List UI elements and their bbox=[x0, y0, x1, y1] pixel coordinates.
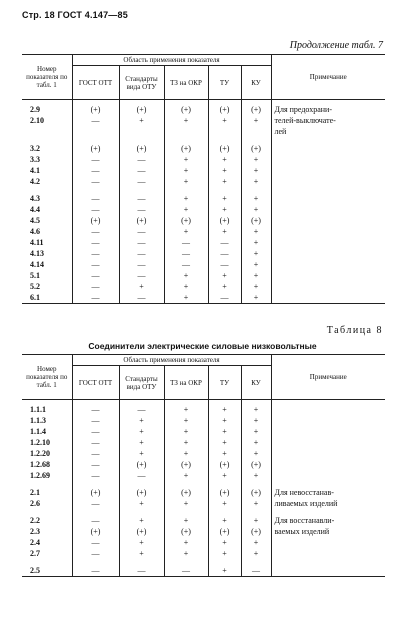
cell-value: + bbox=[208, 548, 241, 559]
cell-value: — bbox=[72, 154, 119, 165]
row-number: 1.2.10 bbox=[30, 438, 50, 448]
table-row bbox=[22, 537, 385, 548]
cell-value: + bbox=[208, 470, 241, 481]
row-number: 4.13 bbox=[30, 249, 44, 259]
table-row bbox=[22, 100, 385, 116]
row-note bbox=[271, 281, 385, 292]
cell-value: — bbox=[119, 400, 164, 416]
table-row bbox=[22, 204, 385, 215]
cell-value: + bbox=[119, 509, 164, 526]
table-row bbox=[22, 459, 385, 470]
table-row bbox=[22, 548, 385, 559]
row-number bbox=[22, 576, 72, 577]
cell-value: (+) bbox=[208, 481, 241, 498]
row-note bbox=[271, 165, 385, 176]
row-note: Для предохрани- bbox=[271, 100, 385, 116]
cell-value: + bbox=[208, 448, 241, 459]
cell-value: — bbox=[119, 187, 164, 204]
page-header: Стр. 18 ГОСТ 4.147—85 bbox=[22, 10, 128, 20]
cell-value: (+) bbox=[72, 526, 119, 537]
cell-value: — bbox=[119, 292, 164, 304]
header-gost-ott: ГОСТ ОТТ bbox=[72, 366, 119, 400]
cell-value: + bbox=[241, 426, 271, 437]
table-row bbox=[22, 498, 385, 509]
cell-value: — bbox=[119, 559, 164, 576]
table-row bbox=[22, 559, 385, 576]
cell-value: (+) bbox=[72, 137, 119, 154]
cell-value: + bbox=[208, 437, 241, 448]
row-number: 4.5 bbox=[30, 216, 40, 226]
cell-value: + bbox=[241, 226, 271, 237]
cell-value: — bbox=[72, 292, 119, 304]
cell-value: + bbox=[241, 237, 271, 248]
cell-value: + bbox=[164, 281, 208, 292]
cell-value: — bbox=[119, 154, 164, 165]
header-standards-otu: Стандарты вида ОТУ bbox=[119, 66, 164, 100]
cell-value: + bbox=[164, 204, 208, 215]
table-row bbox=[22, 415, 385, 426]
cell-value: + bbox=[164, 115, 208, 126]
cell-value: + bbox=[119, 448, 164, 459]
header-number: Номер показателя по табл. 1 bbox=[22, 55, 72, 100]
header-tz-okr: ТЗ на ОКР bbox=[164, 366, 208, 400]
cell-value: — bbox=[164, 248, 208, 259]
header-tz-okr: ТЗ на ОКР bbox=[164, 66, 208, 100]
cell-value: + bbox=[208, 226, 241, 237]
header-area: Область применения показателя bbox=[72, 55, 271, 66]
table-7-body bbox=[22, 100, 385, 304]
table-row bbox=[22, 400, 385, 416]
cell-value: — bbox=[208, 237, 241, 248]
table-row bbox=[22, 126, 385, 137]
table-row bbox=[22, 137, 385, 154]
cell-value: + bbox=[241, 498, 271, 509]
row-note: лей bbox=[271, 126, 385, 137]
cell-value: + bbox=[208, 115, 241, 126]
cell-value: + bbox=[241, 470, 271, 481]
cell-value: + bbox=[241, 437, 271, 448]
cell-value: + bbox=[119, 281, 164, 292]
cell-value: — bbox=[72, 448, 119, 459]
header-note: Примечание bbox=[271, 55, 385, 100]
row-note bbox=[271, 237, 385, 248]
cell-value: (+) bbox=[72, 215, 119, 226]
cell-value: + bbox=[208, 187, 241, 204]
row-number: 4.3 bbox=[30, 194, 40, 204]
cell-value: + bbox=[208, 400, 241, 416]
row-note bbox=[271, 292, 385, 304]
cell-value: + bbox=[241, 448, 271, 459]
cell-value: + bbox=[164, 448, 208, 459]
table-8-label: Таблица 8 bbox=[326, 325, 383, 336]
cell-value: + bbox=[241, 537, 271, 548]
cell-value: + bbox=[164, 176, 208, 187]
cell-value: (+) bbox=[241, 481, 271, 498]
table-8-title: Соединители электрические силовые низковольтные bbox=[88, 341, 317, 351]
table-row bbox=[22, 509, 385, 526]
cell-value: (+) bbox=[241, 215, 271, 226]
cell-value: + bbox=[208, 165, 241, 176]
cell-value: (+) bbox=[208, 215, 241, 226]
cell-value: — bbox=[72, 270, 119, 281]
table-row bbox=[22, 292, 385, 304]
row-number: 4.4 bbox=[30, 205, 40, 215]
cell-value: (+) bbox=[119, 459, 164, 470]
table-row bbox=[22, 237, 385, 248]
cell-value bbox=[208, 126, 241, 137]
cell-value: + bbox=[208, 426, 241, 437]
table-row bbox=[22, 576, 385, 577]
header-tu: ТУ bbox=[208, 66, 241, 100]
table-row bbox=[22, 426, 385, 437]
cell-value: — bbox=[72, 187, 119, 204]
table-row bbox=[22, 226, 385, 237]
cell-value: (+) bbox=[164, 137, 208, 154]
row-note bbox=[271, 548, 385, 559]
table-row bbox=[22, 437, 385, 448]
row-number: 4.14 bbox=[30, 260, 44, 270]
cell-value: — bbox=[72, 498, 119, 509]
cell-value: + bbox=[119, 498, 164, 509]
cell-value: — bbox=[72, 281, 119, 292]
table-row bbox=[22, 470, 385, 481]
cell-value: (+) bbox=[119, 481, 164, 498]
cell-value: + bbox=[119, 415, 164, 426]
cell-value: + bbox=[241, 115, 271, 126]
cell-value: — bbox=[119, 259, 164, 270]
cell-value: — bbox=[164, 559, 208, 576]
cell-value: — bbox=[119, 165, 164, 176]
cell-value: (+) bbox=[164, 481, 208, 498]
table-row bbox=[22, 115, 385, 126]
cell-value: + bbox=[208, 415, 241, 426]
table-row bbox=[22, 259, 385, 270]
row-note bbox=[271, 226, 385, 237]
cell-value: + bbox=[164, 437, 208, 448]
cell-value: — bbox=[208, 292, 241, 304]
row-note bbox=[271, 270, 385, 281]
cell-value: — bbox=[119, 270, 164, 281]
row-number: 2.5 bbox=[30, 566, 40, 576]
row-number: 4.1 bbox=[30, 166, 40, 176]
cell-value: — bbox=[119, 204, 164, 215]
header-note: Примечание bbox=[271, 355, 385, 400]
row-number: 1.2.69 bbox=[30, 471, 50, 481]
cell-value: — bbox=[72, 204, 119, 215]
table-row bbox=[22, 281, 385, 292]
cell-value: + bbox=[164, 154, 208, 165]
cell-value: (+) bbox=[72, 481, 119, 498]
table-8-body bbox=[22, 400, 385, 577]
cell-value: — bbox=[72, 115, 119, 126]
row-note bbox=[271, 400, 385, 416]
cell-value: (+) bbox=[119, 526, 164, 537]
row-number: 3.3 bbox=[30, 155, 40, 165]
cell-value: + bbox=[119, 437, 164, 448]
cell-value: (+) bbox=[72, 100, 119, 116]
row-number: 2.6 bbox=[30, 499, 40, 509]
row-note: ваемых изделий bbox=[271, 526, 385, 537]
cell-value: — bbox=[72, 559, 119, 576]
cell-value: + bbox=[164, 426, 208, 437]
table-continuation-label: Продолжение табл. 7 bbox=[289, 40, 383, 51]
cell-value: — bbox=[72, 248, 119, 259]
cell-value: + bbox=[241, 509, 271, 526]
row-number: 1.1.4 bbox=[30, 427, 46, 437]
cell-value bbox=[241, 576, 271, 577]
row-number: 4.2 bbox=[30, 177, 40, 187]
row-number: 3.2 bbox=[30, 144, 40, 154]
cell-value: + bbox=[208, 559, 241, 576]
cell-value: — bbox=[119, 176, 164, 187]
row-number: 1.2.20 bbox=[30, 449, 50, 459]
cell-value: — bbox=[72, 415, 119, 426]
header-standards-otu: Стандарты вида ОТУ bbox=[119, 366, 164, 400]
cell-value: + bbox=[241, 204, 271, 215]
cell-value bbox=[72, 126, 119, 137]
cell-value: + bbox=[164, 498, 208, 509]
cell-value: (+) bbox=[164, 526, 208, 537]
cell-value: + bbox=[164, 187, 208, 204]
cell-value: — bbox=[119, 226, 164, 237]
cell-value bbox=[164, 126, 208, 137]
cell-value: + bbox=[208, 509, 241, 526]
row-note bbox=[271, 537, 385, 548]
cell-value: + bbox=[208, 537, 241, 548]
cell-value: — bbox=[72, 537, 119, 548]
row-note bbox=[271, 176, 385, 187]
row-note bbox=[271, 559, 385, 576]
cell-value: — bbox=[72, 437, 119, 448]
cell-value: + bbox=[119, 115, 164, 126]
cell-value: + bbox=[164, 509, 208, 526]
table-row bbox=[22, 187, 385, 204]
row-number: 5.2 bbox=[30, 282, 40, 292]
cell-value bbox=[72, 576, 119, 577]
header-area: Область применения показателя bbox=[72, 355, 271, 366]
cell-value: (+) bbox=[208, 526, 241, 537]
cell-value: + bbox=[241, 176, 271, 187]
row-number: 5.1 bbox=[30, 271, 40, 281]
cell-value: + bbox=[164, 537, 208, 548]
cell-value: (+) bbox=[241, 100, 271, 116]
row-number: 6.1 bbox=[22, 292, 72, 304]
header-tu: ТУ bbox=[208, 366, 241, 400]
cell-value: — bbox=[72, 176, 119, 187]
cell-value: + bbox=[241, 165, 271, 176]
header-ku: КУ bbox=[241, 66, 271, 100]
cell-value: + bbox=[164, 400, 208, 416]
cell-value: + bbox=[164, 548, 208, 559]
cell-value bbox=[208, 576, 241, 577]
cell-value: (+) bbox=[241, 137, 271, 154]
cell-value: + bbox=[119, 426, 164, 437]
table-row bbox=[22, 154, 385, 165]
row-note bbox=[271, 187, 385, 204]
cell-value: + bbox=[164, 270, 208, 281]
row-number: 2.9 bbox=[30, 105, 40, 115]
cell-value: + bbox=[119, 548, 164, 559]
row-note bbox=[271, 459, 385, 470]
cell-value: + bbox=[164, 226, 208, 237]
row-note bbox=[271, 259, 385, 270]
cell-value: (+) bbox=[164, 215, 208, 226]
cell-value bbox=[241, 126, 271, 137]
cell-value: + bbox=[208, 270, 241, 281]
row-number: 2.10 bbox=[30, 116, 44, 126]
row-note bbox=[271, 576, 385, 577]
cell-value: (+) bbox=[119, 137, 164, 154]
table-row bbox=[22, 248, 385, 259]
cell-value: — bbox=[241, 559, 271, 576]
cell-value: — bbox=[72, 165, 119, 176]
cell-value: + bbox=[164, 415, 208, 426]
cell-value: — bbox=[72, 459, 119, 470]
cell-value: + bbox=[241, 270, 271, 281]
table-8 bbox=[22, 354, 385, 577]
cell-value: (+) bbox=[119, 215, 164, 226]
table-row bbox=[22, 448, 385, 459]
row-note bbox=[271, 154, 385, 165]
cell-value: — bbox=[72, 226, 119, 237]
cell-value: — bbox=[72, 548, 119, 559]
cell-value: — bbox=[164, 259, 208, 270]
cell-value: (+) bbox=[208, 459, 241, 470]
cell-value: + bbox=[241, 548, 271, 559]
row-note: ливаемых изделий bbox=[271, 498, 385, 509]
row-number: 2.1 bbox=[30, 488, 40, 498]
cell-value bbox=[119, 576, 164, 577]
row-number: 4.6 bbox=[30, 227, 40, 237]
row-note: Для восстанавли- bbox=[271, 509, 385, 526]
cell-value: + bbox=[241, 248, 271, 259]
cell-value: + bbox=[241, 292, 271, 304]
cell-value: — bbox=[72, 426, 119, 437]
cell-value bbox=[119, 126, 164, 137]
row-note bbox=[271, 415, 385, 426]
cell-value: + bbox=[164, 470, 208, 481]
cell-value: + bbox=[208, 176, 241, 187]
row-number bbox=[22, 126, 72, 137]
cell-value: + bbox=[241, 400, 271, 416]
header-gost-ott: ГОСТ ОТТ bbox=[72, 66, 119, 100]
header-number: Номер показателя по табл. 1 bbox=[22, 355, 72, 400]
row-note bbox=[271, 215, 385, 226]
cell-value: + bbox=[241, 415, 271, 426]
cell-value: — bbox=[208, 248, 241, 259]
table-row bbox=[22, 526, 385, 537]
cell-value: — bbox=[119, 248, 164, 259]
row-note bbox=[271, 204, 385, 215]
table-row bbox=[22, 215, 385, 226]
row-number: 1.2.68 bbox=[30, 460, 50, 470]
cell-value: — bbox=[72, 509, 119, 526]
cell-value: (+) bbox=[241, 459, 271, 470]
cell-value: + bbox=[208, 204, 241, 215]
cell-value: — bbox=[72, 259, 119, 270]
cell-value: + bbox=[164, 165, 208, 176]
cell-value: (+) bbox=[164, 100, 208, 116]
cell-value: + bbox=[241, 187, 271, 204]
table-row bbox=[22, 165, 385, 176]
cell-value: — bbox=[72, 400, 119, 416]
table-7 bbox=[22, 54, 385, 304]
cell-value: + bbox=[208, 154, 241, 165]
row-note: телей-выключате- bbox=[271, 115, 385, 126]
cell-value: + bbox=[241, 259, 271, 270]
cell-value: (+) bbox=[241, 526, 271, 537]
cell-value: (+) bbox=[119, 100, 164, 116]
cell-value: + bbox=[208, 498, 241, 509]
row-note: Для невосстанав- bbox=[271, 481, 385, 498]
cell-value: — bbox=[72, 470, 119, 481]
row-number: 2.7 bbox=[30, 549, 40, 559]
cell-value: (+) bbox=[208, 100, 241, 116]
row-number: 1.1.1 bbox=[30, 405, 46, 415]
row-number: 2.3 bbox=[30, 527, 40, 537]
row-number: 2.2 bbox=[30, 516, 40, 526]
cell-value: + bbox=[119, 537, 164, 548]
cell-value: + bbox=[241, 154, 271, 165]
row-note bbox=[271, 448, 385, 459]
cell-value bbox=[164, 576, 208, 577]
table-row bbox=[22, 481, 385, 498]
table-row bbox=[22, 270, 385, 281]
cell-value: — bbox=[119, 470, 164, 481]
cell-value: — bbox=[72, 237, 119, 248]
cell-value: + bbox=[208, 281, 241, 292]
cell-value: — bbox=[164, 237, 208, 248]
cell-value: (+) bbox=[164, 459, 208, 470]
cell-value: (+) bbox=[208, 137, 241, 154]
row-note bbox=[271, 137, 385, 154]
cell-value: + bbox=[241, 281, 271, 292]
row-number: 1.1.3 bbox=[30, 416, 46, 426]
cell-value: + bbox=[164, 292, 208, 304]
row-note bbox=[271, 426, 385, 437]
row-note bbox=[271, 437, 385, 448]
row-note bbox=[271, 248, 385, 259]
row-number: 2.4 bbox=[30, 538, 40, 548]
row-number: 4.11 bbox=[30, 238, 44, 248]
header-ku: КУ bbox=[241, 366, 271, 400]
table-row bbox=[22, 176, 385, 187]
cell-value: — bbox=[208, 259, 241, 270]
row-note bbox=[271, 470, 385, 481]
cell-value: — bbox=[119, 237, 164, 248]
